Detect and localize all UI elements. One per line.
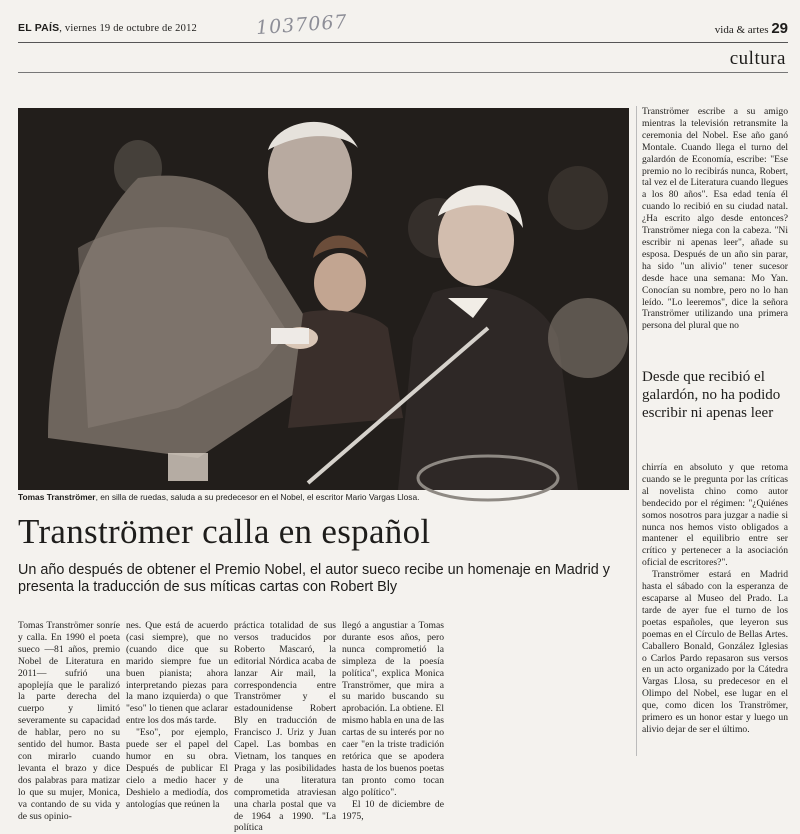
body-column-3	[234, 620, 336, 834]
section-supplement-label: vida & artes	[714, 24, 769, 36]
photo-caption	[18, 492, 629, 502]
body-paragraph: práctica totalidad de sus versos traducidos por Roberto Mascaró, la editorial Nórdica acaba de lanzar Air mail, la correspondencia entre Tranströmer y el estadounidense Robert Bly en traducción de Francisco J. Uriz y Juan Capel. Las bombas en Vietnam, los tanques en Praga y las posibilidades de una literatura comprometida atraviesan una charla postal que va de 1964 a 1990. "La política	[234, 620, 336, 834]
column-divider	[636, 106, 637, 756]
body-column-2	[126, 620, 228, 811]
section-rule	[18, 72, 788, 73]
section-title: cultura	[729, 48, 786, 69]
handwritten-archive-number: 1037067	[255, 10, 349, 40]
body-paragraph: Tranströmer estará en Madrid hasta el sábado con la esperanza de escaparse al Museo del Prado. La tarde de ayer fue el turno de los poetas españoles, que leyeron sus poemas en el Círculo de Bellas Artes. Caballero Bonald, González Iglesias o Carlos Pardo repasaron sus versos en un acto organizado por la Cátedra Vargas Llosa, su predecesor en el Olimpo del Nobel, ese lugar en el que, como dicen los Tranströmer, primero es un honor estar y luego un alivio dejar de ser el último.	[642, 569, 788, 735]
publication-name: EL PAÍS	[18, 22, 60, 34]
body-paragraph: Tomas Tranströmer sonríe y calla. En 1990 el poeta sueco —81 años, premio Nobel de Literatura en 2011— sufrió una apoplejía que le paralizó la parte derecha del cuerpo y limitó severamente su capacidad de hablar, pero no su sentido del humor. Basta con mirarlo cuando levanta el brazo y dice dos palabras para matizar lo que su mujer, Monica, va contando de su vida y de sus opinio-	[18, 620, 120, 822]
page-folio	[715, 20, 788, 37]
body-paragraph: "Eso", por ejemplo, puede ser el papel del humor en su obra. Después de publicar El cielo a medio hacer y Deshielo a mediodía, dos antologías que reúnen la	[126, 727, 228, 810]
caption-text: , en silla de ruedas, saluda a su predecesor en el Nobel, el escritor Mario Vargas Llosa.	[95, 492, 420, 502]
body-paragraph: nes. Que está de acuerdo (casi siempre), que no (cuando dice que su marido siempre fue un buen pianista; ahora interpretando piezas para la mano izquierda) o que "eso" lo tienen que aclarar entre los dos más tarde.	[126, 620, 228, 727]
page-header	[18, 10, 788, 42]
body-column-1	[18, 620, 120, 822]
news-photo	[18, 108, 629, 490]
issue-date: , viernes 19 de octubre de 2012	[59, 23, 197, 34]
body-column-4	[342, 620, 444, 822]
headline: Tranströmer calla en español	[18, 512, 431, 551]
body-paragraph: llegó a angustiar a Tomas durante esos años, pero nunca comprometió la simpleza de la poesía política", explica Monica Tranströmer, que mira a su marido buscando su aprobación. La obtiene. El mismo habla en una de las cartas de su interés por no caer "en la triste tradición retórica que se apodera hasta de los buenos poetas tan pronto como tocan algo político".	[342, 620, 444, 798]
body-paragraph: Tranströmer escribe a su amigo mientras la televisión retransmite la ceremonia del Nobel. Ese año ganó Montale. Cuando llega el turno del galardón de Economía, escribe: "Ese premio no lo recibirás nunca, Robert, tal vez el de Literatura cuando llegues a los 80 años". Esa edad tenía él cuando lo recibió en su ciudad natal. ¿Ha escrito algo desde entonces? Tranströmer niega con la cabeza. "Ni escribir ni apenas leer", añade su esposa. Después de un año sin parar, ha sido "un alivio" tener sucesor desde hace una semana: Mo Yan. Conocían su nombre, pero no lo han leído. "Lo leeremos", dice la señora Tranströmer utilizando una primera persona del plural que no	[642, 106, 788, 332]
body-paragraph: chirría en absoluto y que retoma cuando se le pregunta por las críticas al novelista chino como autor bendecido por el régimen: "¿Quiénes somos nosotros para juzgar a nadie si nunca nos hemos visto obligados a mantener el equilibrio entre ser crítico y pertenecer a la asociación oficial de escritores?".	[642, 462, 788, 569]
caption-subject: Tomas Tranströmer	[18, 492, 96, 502]
photo-illustration	[18, 108, 629, 490]
right-column-top	[642, 106, 788, 332]
subheadline: Un año después de obtener el Premio Nobel, el autor sueco recibe un homenaje en Madrid y presenta la traducción de sus míticas cartas con Robert Bly	[18, 562, 610, 595]
pull-quote: Desde que recibió el galardón, no ha podido escribir ni apenas leer	[642, 369, 781, 421]
header-rule	[18, 42, 788, 43]
body-paragraph: El 10 de diciembre de 1975,	[342, 798, 444, 822]
publication-date-line	[18, 22, 197, 34]
right-column-bottom	[642, 462, 788, 736]
page-number: 29	[771, 20, 788, 37]
